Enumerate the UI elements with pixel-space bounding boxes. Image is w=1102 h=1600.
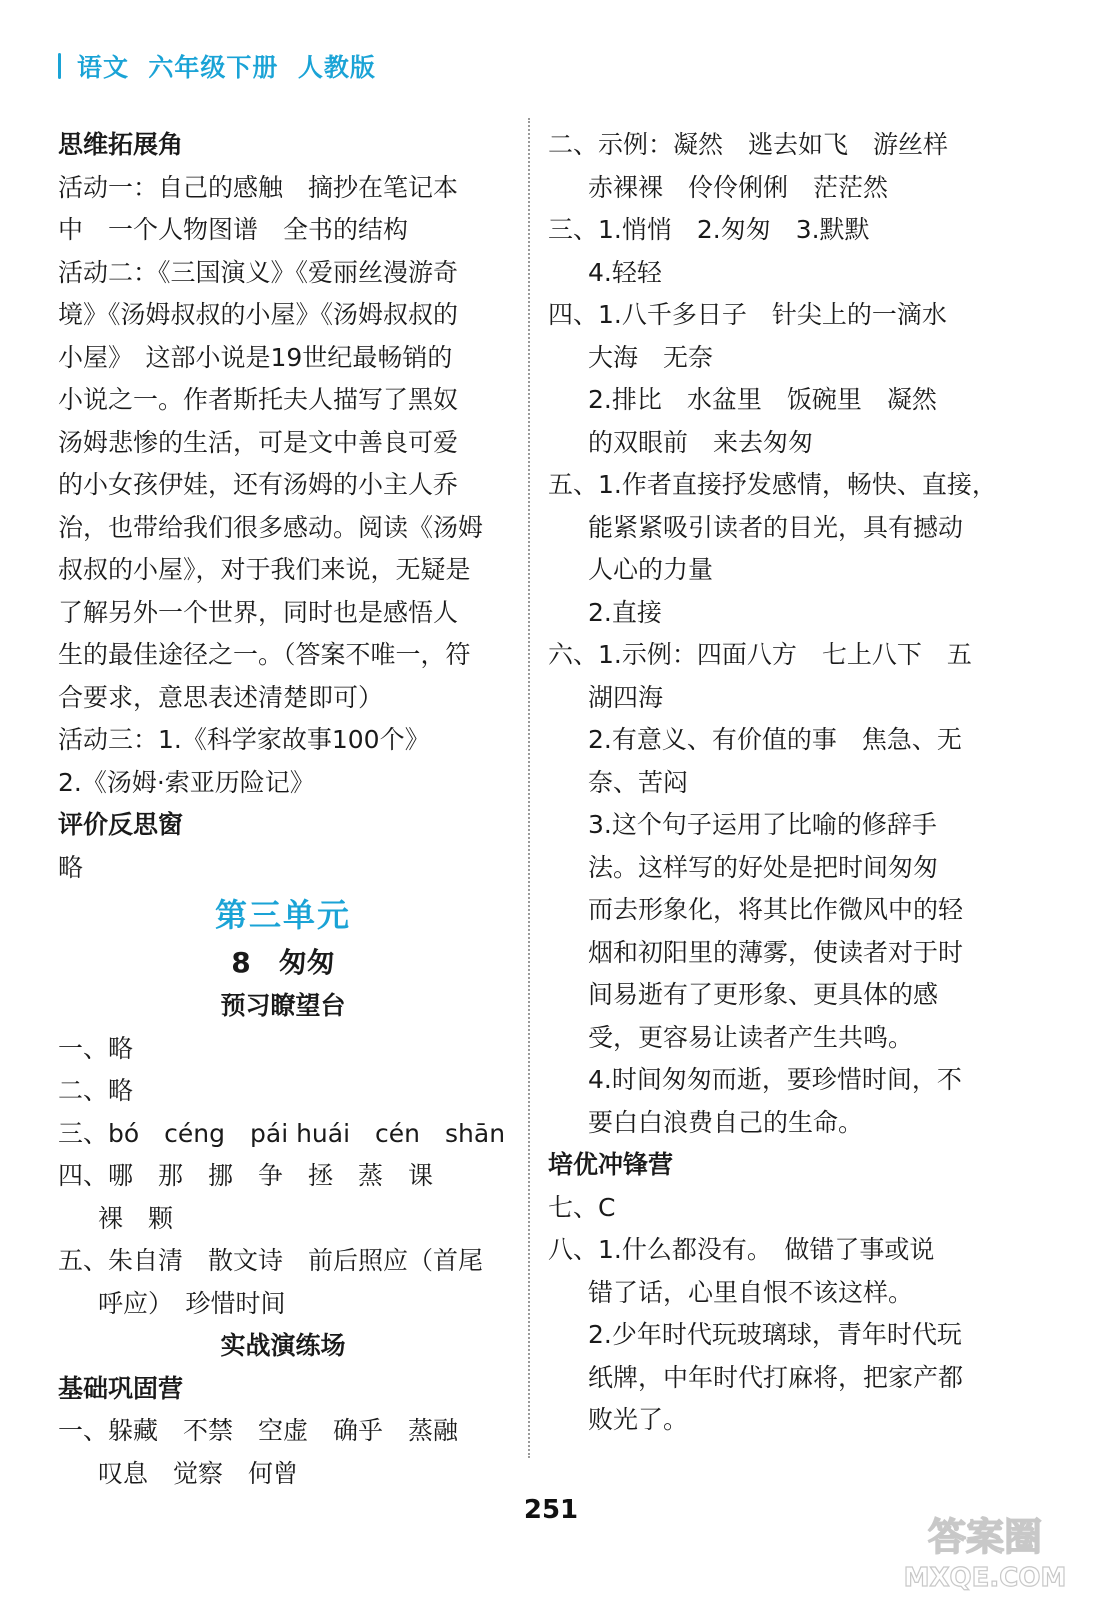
- text-line: 三、bó céng pái huái cén shān: [58, 1118, 506, 1148]
- text-line: 败光了。: [588, 1405, 689, 1434]
- header-title: 语文 六年级下册 人教版: [77, 53, 376, 82]
- section-heading: 实战演练场: [220, 1331, 346, 1360]
- text-line: 活动三：1.《科学家故事100个》: [58, 725, 430, 754]
- text-line: 八、1.什么都没有。 做错了事或说: [548, 1235, 935, 1264]
- text-line: 二、略: [58, 1076, 134, 1105]
- left-column: [58, 124, 508, 1495]
- text-line: 法。这样写的好处是把时间匆匆: [588, 852, 939, 882]
- text-line: 2.有意义、有价值的事 焦急、无: [588, 725, 962, 754]
- text-line: 生的最佳途径之一。（答案不唯一，符: [58, 640, 471, 669]
- text-line: 叔叔的小屋》，对于我们来说，无疑是: [58, 555, 471, 584]
- text-line: 错了话，心里自恨不该这样。: [588, 1277, 914, 1307]
- text-line: 2.少年时代玩玻璃球，青年时代玩: [588, 1320, 962, 1349]
- text-line: 五、1.作者直接抒发感情，畅快、直接，: [548, 470, 997, 499]
- unit-title: 第三单元: [214, 896, 351, 934]
- text-line: 2.排比 水盆里 饭碗里 凝然: [588, 385, 937, 414]
- text-line: 汤姆悲惨的生活，可是文中善良可爱: [58, 427, 459, 457]
- text-line: 一、躲藏 不禁 空虚 确乎 蒸融: [58, 1416, 459, 1445]
- text-line: 要白白浪费自己的生命。: [588, 1107, 864, 1137]
- section-heading: 思维拓展角: [58, 130, 184, 159]
- section-heading: 培优冲锋营: [548, 1150, 674, 1179]
- text-line: 中 一个人物图谱 全书的结构: [58, 215, 409, 244]
- column-divider: [528, 118, 530, 1458]
- text-line: 赤裸裸 伶伶俐俐 茫茫然: [588, 172, 889, 202]
- section-heading: 基础巩固营: [58, 1373, 184, 1403]
- text-line: 四、哪 那 挪 争 拯 蒸 课: [58, 1161, 434, 1190]
- text-line: 小说之一。作者斯托夫人描写了黑奴: [58, 385, 459, 414]
- text-line: 六、1.示例：四面八方 七上八下 五: [548, 640, 972, 669]
- text-line: 4.轻轻: [588, 257, 662, 287]
- text-line: 2.直接: [588, 597, 662, 627]
- section-heading: 预习瞭望台: [220, 991, 346, 1020]
- text-line: 合要求，意思表述清楚即可）: [58, 682, 384, 712]
- text-line: 呼应） 珍惜时间: [98, 1288, 286, 1318]
- text-line: 活动一：自己的感触 摘抄在笔记本: [58, 172, 459, 202]
- text-line: 三、1.悄悄 2.匆匆 3.默默: [548, 215, 870, 244]
- header-accent-bar: [58, 53, 61, 79]
- text-line: 受，更容易让读者产生共鸣。: [588, 1022, 914, 1052]
- page-number: 251: [523, 1495, 579, 1525]
- text-line: 奈、苦闷: [588, 767, 689, 797]
- text-line: 二、示例：凝然 逃去如飞 游丝样: [548, 130, 949, 159]
- text-line: 间易逝有了更形象、更具体的感: [588, 980, 939, 1009]
- section-heading: 评价反思窗: [58, 810, 184, 839]
- text-line: 境》《汤姆叔叔的小屋》《汤姆叔叔的: [58, 300, 459, 329]
- text-line: 叹息 觉察 何曾: [98, 1458, 299, 1488]
- text-line: 4.时间匆匆而逝，要珍惜时间，不: [588, 1065, 962, 1094]
- text-line: 2.《汤姆·索亚历险记》: [58, 767, 315, 797]
- text-line: 而去形象化，将其比作微风中的轻: [588, 895, 964, 924]
- text-line: 活动二：《三国演义》《爱丽丝漫游奇: [58, 257, 459, 287]
- lesson-title: 8 匆匆: [231, 946, 335, 979]
- text-line: 略: [58, 852, 84, 882]
- text-line: 一、略: [58, 1033, 134, 1063]
- text-line: 纸牌，中年时代打麻将，把家产都: [588, 1362, 964, 1392]
- watermark-logo: [890, 1510, 1080, 1592]
- text-line: 七、C: [548, 1192, 616, 1222]
- text-line: 治，也带给我们很多感动。阅读《汤姆: [58, 512, 484, 542]
- text-line: 四、1.八千多日子 针尖上的一滴水: [548, 300, 947, 329]
- right-column: [548, 124, 1008, 1442]
- text-line: 人心的力量: [588, 555, 714, 584]
- text-line: 小屋》 这部小说是19世纪最畅销的: [58, 342, 453, 372]
- text-line: 五、朱自清 散文诗 前后照应（首尾: [58, 1246, 484, 1275]
- text-line: 裸 颗: [98, 1203, 174, 1233]
- watermark-url: MXQE.COM: [903, 1563, 1067, 1592]
- text-line: 了解另外一个世界，同时也是感悟人: [58, 597, 459, 627]
- text-line: 的小女孩伊娃，还有汤姆的小主人乔: [58, 470, 459, 499]
- watermark-text: 答案圈: [927, 1515, 1043, 1559]
- text-line: 烟和初阳里的薄雾，使读者对于时: [588, 937, 964, 967]
- text-line: 3.这个句子运用了比喻的修辞手: [588, 810, 937, 839]
- page-header: [58, 48, 376, 84]
- text-line: 能紧紧吸引读者的目光，具有撼动: [588, 512, 964, 542]
- text-line: 大海 无奈: [588, 342, 714, 372]
- text-line: 湖四海: [588, 682, 664, 712]
- text-line: 的双眼前 来去匆匆: [588, 427, 814, 457]
